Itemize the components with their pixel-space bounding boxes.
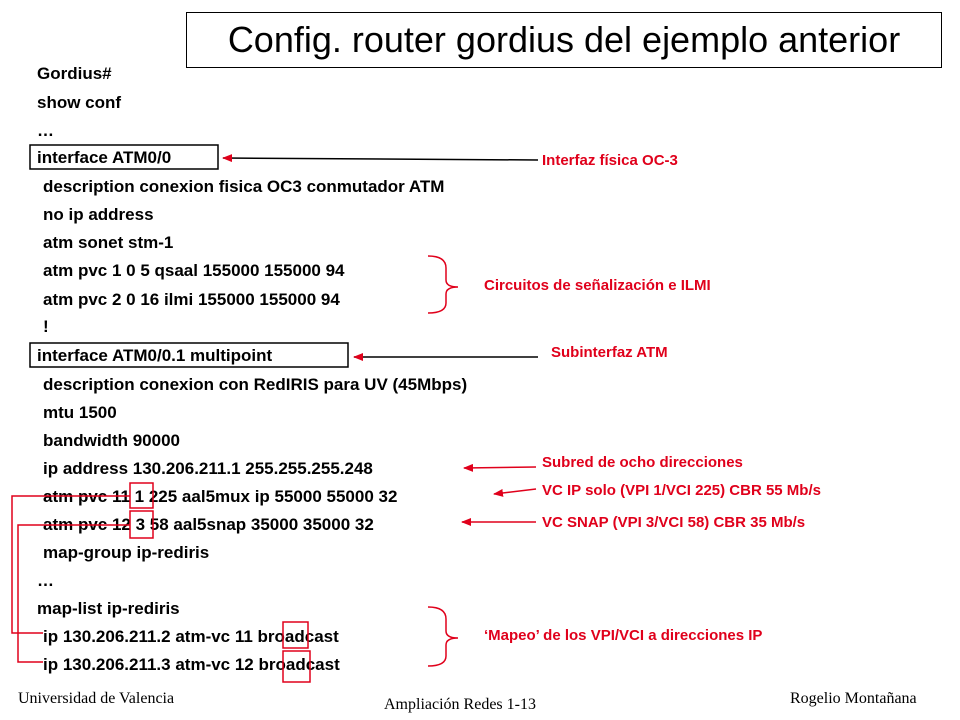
footer-institution: Universidad de Valencia: [18, 690, 175, 707]
connector-vc-12: [18, 525, 130, 662]
annotation-subnet: Subred de ocho direcciones: [542, 454, 743, 471]
highlight-box-map-vc-11: [283, 622, 308, 648]
config-line-bang: !: [43, 317, 49, 336]
config-line-pvc-ilmi: atm pvc 2 0 16 ilmi 155000 155000 94: [43, 290, 340, 309]
highlight-box-vc-11: [130, 483, 153, 508]
config-line-map-ip-2: ip 130.206.211.2 atm-vc 11 broadcast: [43, 627, 339, 646]
highlight-box-vc-12: [130, 511, 153, 538]
config-line-show-conf: show conf: [37, 93, 122, 112]
annotation-vc-ip: VC IP solo (VPI 1/VCI 225) CBR 55 Mb/s: [542, 482, 821, 499]
highlight-box-map-vc-12: [283, 651, 310, 682]
slide-title: Config. router gordius del ejemplo anterior: [227, 19, 901, 60]
config-line-description-rediris: description conexion con RedIRIS para UV (45Mbps): [43, 375, 468, 394]
config-line-atm-sonet: atm sonet stm-1: [43, 233, 174, 252]
config-line-pvc-qsaal: atm pvc 1 0 5 qsaal 155000 155000 94: [43, 261, 345, 280]
config-line-pvc-12: atm pvc 12 3 58 aal5snap 35000 35000 32: [43, 515, 374, 534]
config-line-ip-address: ip address 130.206.211.1 255.255.255.248: [43, 459, 373, 478]
config-line-pvc-11: atm pvc 11 1 225 aal5mux ip 55000 55000 32: [43, 487, 398, 506]
config-line-bandwidth: bandwidth 90000: [43, 431, 180, 450]
annotation-subinterface: Subinterfaz ATM: [551, 344, 668, 361]
config-line-ellipsis: …: [37, 121, 54, 140]
footer-author: Rogelio Montañana: [790, 690, 917, 707]
config-line-description-oc3: description conexion fisica OC3 conmutador ATM: [43, 177, 445, 196]
footer-course: Ampliación Redes 1-13: [384, 696, 536, 713]
config-line-prompt: Gordius#: [37, 64, 112, 83]
bracket-mapping: [428, 607, 458, 666]
arrow-vc-ip: [494, 489, 536, 494]
config-line-interface-atm0: interface ATM0/0: [37, 148, 172, 167]
config-line-map-ip-3: ip 130.206.211.3 atm-vc 12 broadcast: [43, 655, 340, 674]
annotation-physical-interface: Interfaz física OC-3: [542, 152, 678, 169]
config-line-map-group: map-group ip-rediris: [43, 543, 210, 562]
config-line-mtu: mtu 1500: [43, 403, 117, 422]
annotation-signaling-circuits: Circuitos de señalización e ILMI: [484, 277, 711, 294]
config-line-ellipsis-2: …: [37, 571, 54, 590]
arrow-physical-interface: [223, 158, 538, 160]
config-line-no-ip-address: no ip address: [43, 205, 154, 224]
annotation-mapping: ‘Mapeo’ de los VPI/VCI a direcciones IP: [484, 627, 763, 644]
config-line-map-list: map-list ip-rediris: [37, 599, 180, 618]
bracket-signaling-circuits: [428, 256, 458, 313]
annotation-vc-snap: VC SNAP (VPI 3/VCI 58) CBR 35 Mb/s: [542, 514, 806, 531]
config-line-subinterface: interface ATM0/0.1 multipoint: [37, 346, 273, 365]
connector-vc-11: [12, 496, 130, 633]
highlight-box-subinterface: [30, 343, 348, 367]
highlight-box-interface-atm0: [30, 145, 218, 169]
arrow-subnet: [464, 467, 536, 468]
